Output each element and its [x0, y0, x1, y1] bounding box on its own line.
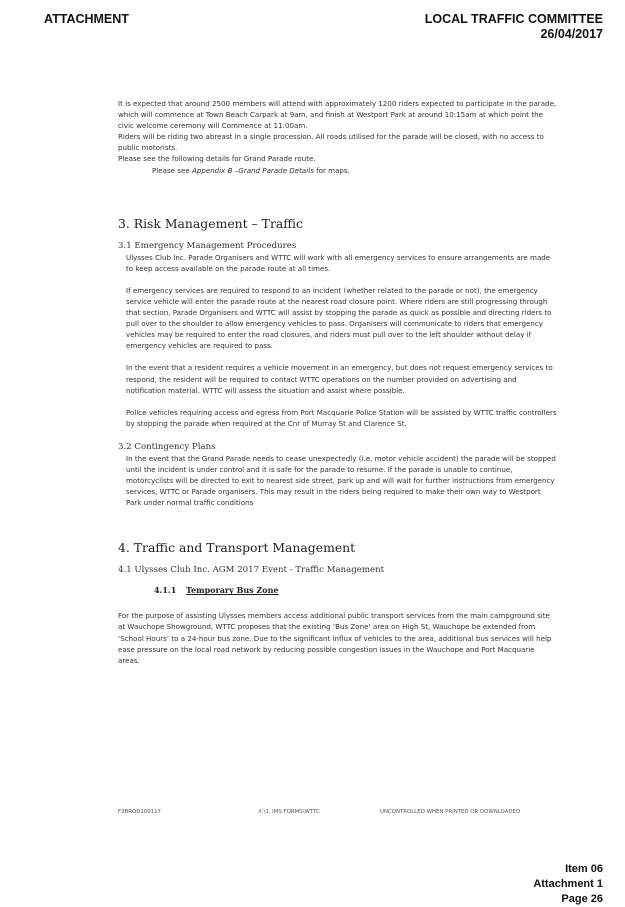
section-3-1-paragraph-2: If emergency services are required to respond to an incident (whether related to the parade or not), the emergency service vehicle will enter the parade route at the nearest road closure point. Where riders are still progressing through that section, Parade Organisers and WTTC will assist by stopping the parade as quick as possible and directing riders to pull over to the shoulder to allow emergency vehicles to pass. Organisers will communicate to riders that emergency vehicles may be required to enter the road closures, and riders must pull over to the left shoulder without delay if emergency vehicles are required to pass. [126, 285, 552, 351]
section-3-1-heading: 3.1 Emergency Management Procedures [118, 240, 297, 251]
appendix-link-text: Appendix B –Grand Parade Details [191, 165, 314, 175]
header-attachment-label: ATTACHMENT [44, 12, 129, 26]
section-3-2-heading: 3.2 Contingency Plans [118, 441, 216, 452]
agenda-item-number: Item 06 [565, 863, 603, 875]
section-3-1-paragraph-1: Ulysses Club Inc. Parade Organisers and WTTC will work with all emergency services to ensure arrangements are made to keep access available on the parade route at all times. [126, 252, 551, 273]
footer-file-path: X:\1. IMS FORMS\WTTC [258, 809, 320, 815]
section-4-1-1-paragraph-1: For the purpose of assisting Ulysses members access additional public transport services from the main campground site at Wauchope Showground, WTTC proposes that the existing ‘Bus Zone’ area on High St, Wauchope be extended from ‘School Hours’ to a 24-hour bus zone. Due to the significant influx of vehicles to the area, additional bus services will help ease pressure on the local road network by reducing possible congestion issues in the Wauchope and Port Macquarie areas. [118, 611, 552, 665]
agenda-reference-block [533, 862, 603, 907]
section-4-1-heading: 4.1 Ulysses Club Inc. AGM 2017 Event - Traffic Management [118, 565, 385, 576]
section-4-1-1-heading [118, 584, 558, 596]
document-body [118, 98, 558, 666]
intro-paragraph-3: Please see the following details for Grand Parade route. [118, 154, 316, 164]
section-4-heading: 4. Traffic and Transport Management [118, 540, 356, 556]
intro-paragraph-2: Riders will be riding two abreast in a single procession. All roads utilised for the parade will be closed, with no access to public motorists. [118, 132, 544, 153]
agenda-attachment-number: Attachment 1 [533, 878, 603, 890]
header-block [425, 12, 603, 42]
section-3-heading: 3. Risk Management – Traffic [118, 215, 303, 231]
committee-title: LOCAL TRAFFIC COMMITTEE [424, 12, 603, 26]
section-3-1-paragraph-3: In the event that a resident requires a vehicle movement in an emergency, but does not request emergency services to respond, the resident will be required to contact WTTC operations on the number provided on advertising and notification material. WTTC will assess the situation and assist where possible. [126, 363, 553, 395]
section-3-2-paragraph-1: In the event that the Grand Parade needs to cease unexpectedly (i.e. motor vehicle accident) the parade will be stopped until the incident is under control and it is safe for the parade to resume. If the parade is unable to continue, motorcyclists will be directed to exit to nearest side street, park up and will wait for further instructions from emergency services, WTTC or Parade organisers. This may result in the riders being required to make their own way to Westport Park under normal traffic conditions [126, 453, 556, 508]
intro-appendix-reference [118, 165, 558, 176]
section-4-1-1-number: 4.1.1 [154, 585, 177, 596]
intro-paragraph-1: It is expected that around 2500 members will attend with approximately 1200 riders expected to participate in the parade, which will commence at Town Beach Carpark at 9am, and finish at Westport Park at around 10:15am at which point the civic welcome ceremony will Commence at 11:00am. [118, 99, 557, 131]
footer-document-code: F3BROD100117 [118, 809, 161, 815]
section-4-1-1-title: Temporary Bus Zone [186, 585, 279, 596]
agenda-page-number: Page 26 [561, 893, 603, 905]
section-3-1-paragraph-4: Police vehicles requiring access and egress from Port Macquarie Police Station will be assisted by WTTC traffic controllers by stopping the parade when required at the Cnr of Murray St and Clarence St. [126, 407, 557, 428]
footer-uncontrolled-notice: UNCONTROLLED WHEN PRINTED OR DOWNLOADED [380, 809, 521, 815]
appendix-prefix: Please see [152, 165, 192, 175]
meeting-date: 26/04/2017 [540, 27, 603, 41]
appendix-suffix: for maps. [313, 165, 350, 175]
